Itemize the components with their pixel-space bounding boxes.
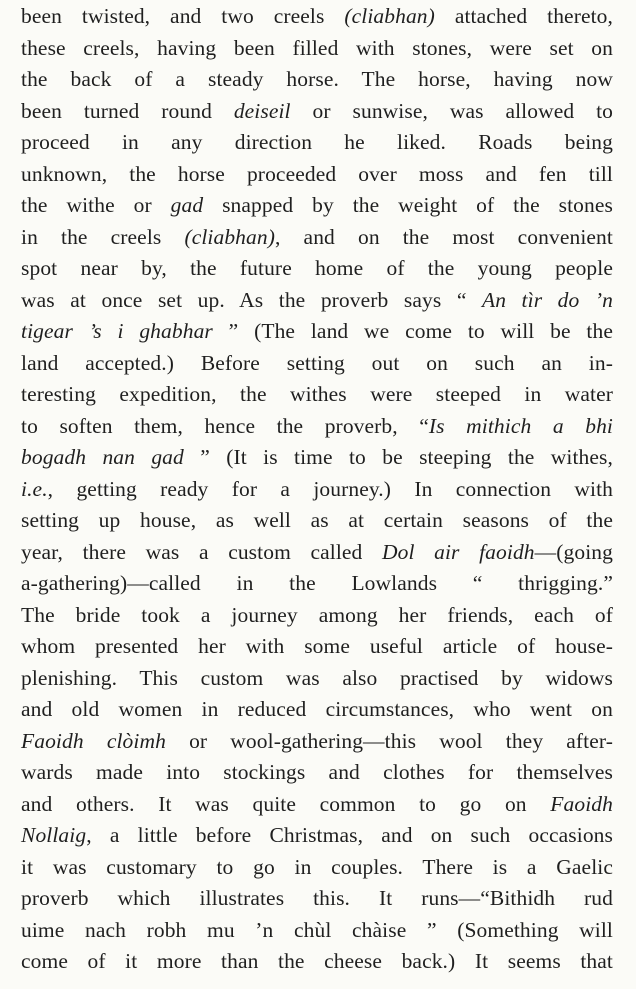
text-line	[21, 348, 613, 380]
italic-phrase: (cliabhan)	[344, 4, 435, 28]
text-line	[21, 537, 613, 569]
italic-phrase: Faoidh	[550, 791, 613, 816]
text-run: been twisted, and two creels	[21, 4, 345, 28]
text-line	[21, 474, 613, 506]
text-line	[21, 820, 613, 852]
italic-phrase: An tìr do ’n	[481, 287, 613, 312]
italic-phrase: tigear ’s i ghabhar	[21, 319, 213, 343]
italic-phrase: Faoidh clòimh	[21, 728, 166, 753]
text-run: proceed in any direction he liked. Roads being	[21, 130, 613, 154]
text-run: or sunwise, was allowed to	[290, 98, 613, 123]
text-run: year, there was a custom called	[21, 539, 382, 564]
italic-phrase: i.e.	[21, 476, 48, 501]
text-run: a-gathering)—called in the Lowlands “ thrigging.”	[21, 571, 613, 595]
italic-phrase: deiseil	[233, 98, 291, 123]
text-run: snapped by the weight of the stones	[203, 193, 613, 217]
text-run: and old women in reduced circumstances, who went on	[21, 697, 613, 721]
italic-phrase: (cliabhan)	[184, 224, 275, 249]
text-run: unknown, the horse proceeded over moss and fen till	[21, 161, 613, 186]
text-run: in the creels	[21, 224, 185, 249]
text-line	[21, 411, 613, 443]
text-run: proverb which illustrates this. It runs—“Bithidh rud	[21, 886, 613, 910]
text-run: the back of a steady horse. The horse, having now	[21, 67, 613, 91]
italic-phrase: Nollaig	[21, 823, 87, 847]
text-line	[21, 631, 613, 663]
text-run: wards made into stockings and clothes for themselves	[21, 760, 613, 784]
text-line	[21, 915, 613, 947]
text-run: plenishing. This custom was also practised by widows	[21, 665, 613, 690]
text-run: , getting ready for a journey.) In connection with	[47, 476, 613, 501]
text-run: these creels, having been filled with stones, were set on	[21, 35, 613, 60]
text-run: setting up house, as well as at certain seasons of the	[21, 508, 613, 532]
text-run: The bride took a journey among her friends, each of	[21, 602, 613, 627]
text-line	[21, 96, 613, 128]
text-line	[21, 789, 613, 821]
italic-phrase: Is mithich a bhi	[428, 413, 613, 438]
text-line	[21, 127, 613, 159]
text-line	[21, 159, 613, 191]
page-body-text	[21, 1, 613, 978]
text-line	[21, 285, 613, 317]
text-line	[21, 222, 613, 254]
text-line	[21, 33, 613, 65]
text-run: come of it more than the cheese back.) It seems that	[21, 949, 613, 973]
italic-phrase: bogadh nan gad	[21, 445, 184, 469]
text-run: uime nach robh mu ’n chùl chàise ” (Something will	[21, 917, 613, 942]
text-run: ” (It is time to be steeping the withes,	[183, 445, 613, 469]
text-run: , a little before Christmas, and on such occasions	[86, 823, 613, 847]
text-run: and others. It was quite common to go on	[21, 791, 551, 816]
text-line	[21, 190, 613, 222]
text-run: whom presented her with some useful article of house-	[21, 634, 613, 658]
text-line	[21, 852, 613, 884]
text-run: or wool-gathering—this wool they after-	[165, 728, 613, 753]
italic-phrase: Dol air faoidh	[382, 539, 535, 564]
text-line	[21, 64, 613, 96]
text-run: , and on the most convenient	[275, 224, 613, 249]
text-line	[21, 505, 613, 537]
text-run: attached thereto,	[434, 4, 613, 28]
text-line	[21, 694, 613, 726]
text-run: been turned round	[21, 98, 234, 123]
text-line	[21, 883, 613, 915]
text-line	[21, 379, 613, 411]
text-line	[21, 568, 613, 600]
text-run: the withe or	[21, 193, 171, 217]
text-run: ” (The land we come to will be the	[212, 319, 613, 343]
text-run: spot near by, the future home of the young people	[21, 256, 613, 280]
text-line	[21, 442, 613, 474]
text-line	[21, 600, 613, 632]
text-line	[21, 316, 613, 348]
text-run: teresting expedition, the withes were steeped in water	[21, 382, 613, 406]
text-line	[21, 663, 613, 695]
text-run: was at once set up. As the proverb says “	[21, 287, 482, 312]
text-run: to soften them, hence the proverb, “	[21, 413, 429, 438]
text-line	[21, 757, 613, 789]
italic-phrase: gad	[170, 193, 204, 217]
text-line	[21, 253, 613, 285]
text-run: —(going	[534, 539, 613, 564]
text-run: it was customary to go in couples. There is a Gaelic	[21, 854, 613, 879]
text-line	[21, 726, 613, 758]
text-line	[21, 1, 613, 33]
text-line	[21, 946, 613, 978]
text-run: land accepted.) Before setting out on such an in-	[21, 350, 613, 375]
